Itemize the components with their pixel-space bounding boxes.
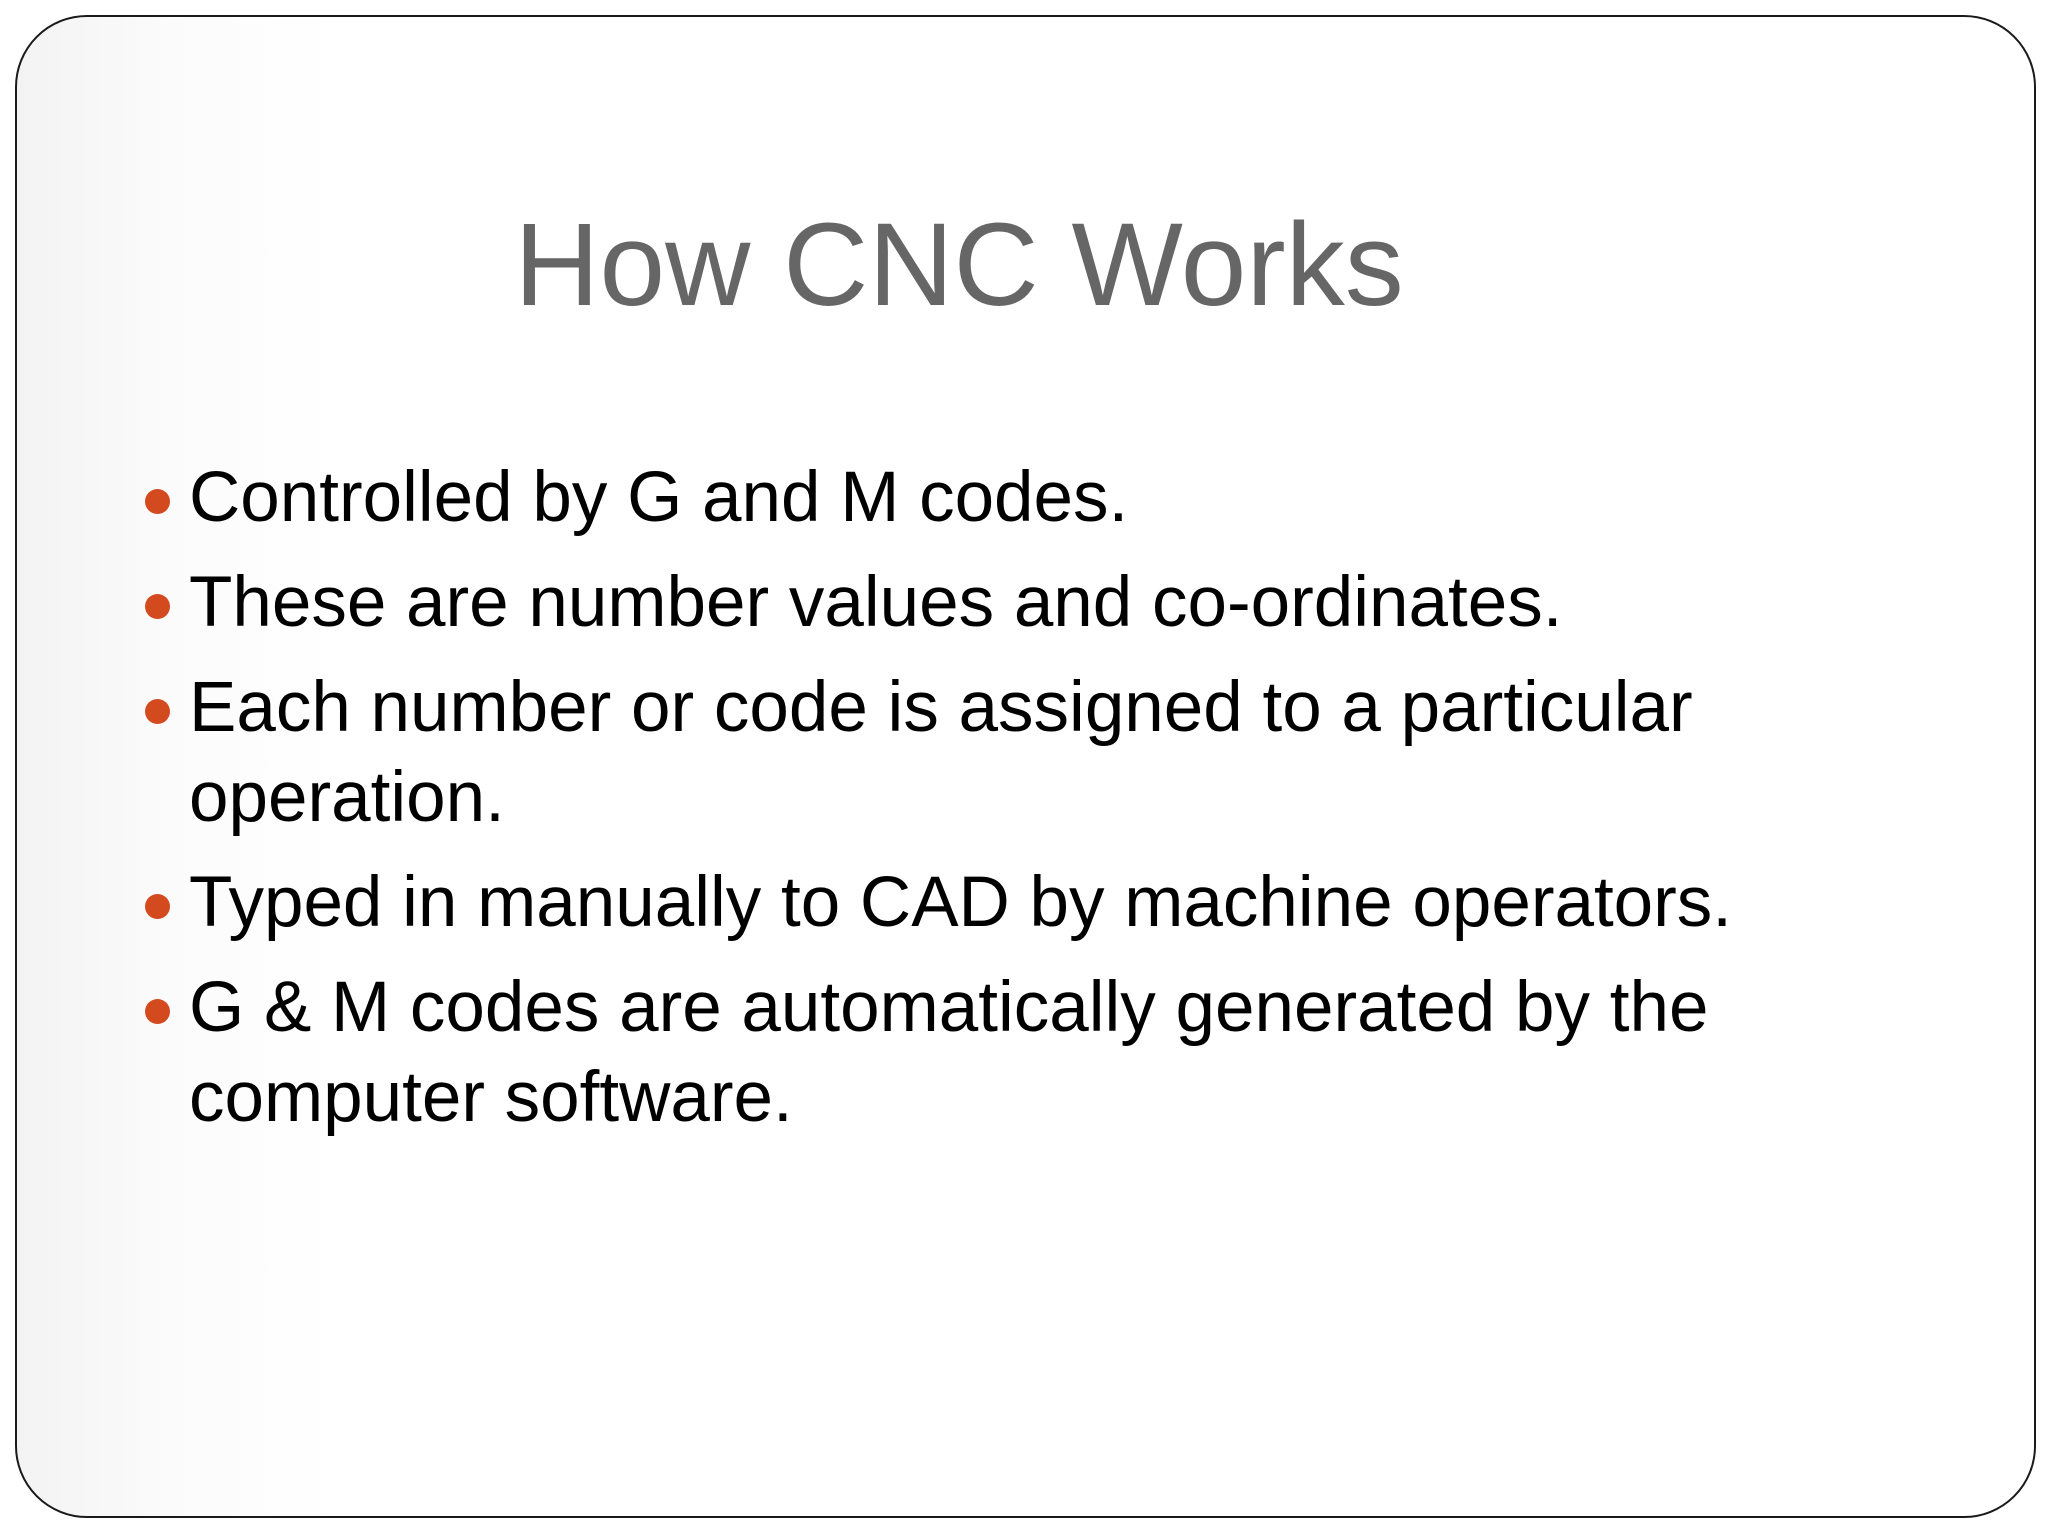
bullet-text: Controlled by G and M codes. (189, 458, 1129, 537)
bullet-dot-icon (145, 894, 170, 919)
bullet-item-2 (189, 558, 1889, 648)
bullet-list (189, 453, 1889, 1158)
bullet-text: Typed in manually to CAD by machine operators. (189, 863, 1733, 942)
slide (15, 15, 2036, 1518)
slide-title: How CNC Works (514, 199, 1404, 331)
bullet-item-3 (189, 663, 1889, 843)
bullet-item-1 (189, 453, 1889, 543)
bullet-dot-icon (145, 594, 170, 619)
bullet-dot-icon (145, 489, 170, 514)
bullet-item-4 (189, 858, 1889, 948)
bullet-dot-icon (145, 699, 170, 724)
bullet-item-5 (189, 963, 1889, 1143)
bullet-dot-icon (145, 999, 170, 1024)
bullet-text: Each number or code is assigned to a particular operation. (189, 668, 1693, 837)
bullet-text: G & M codes are automatically generated by the computer software. (189, 968, 1709, 1137)
bullet-text: These are number values and co-ordinates. (189, 563, 1563, 642)
